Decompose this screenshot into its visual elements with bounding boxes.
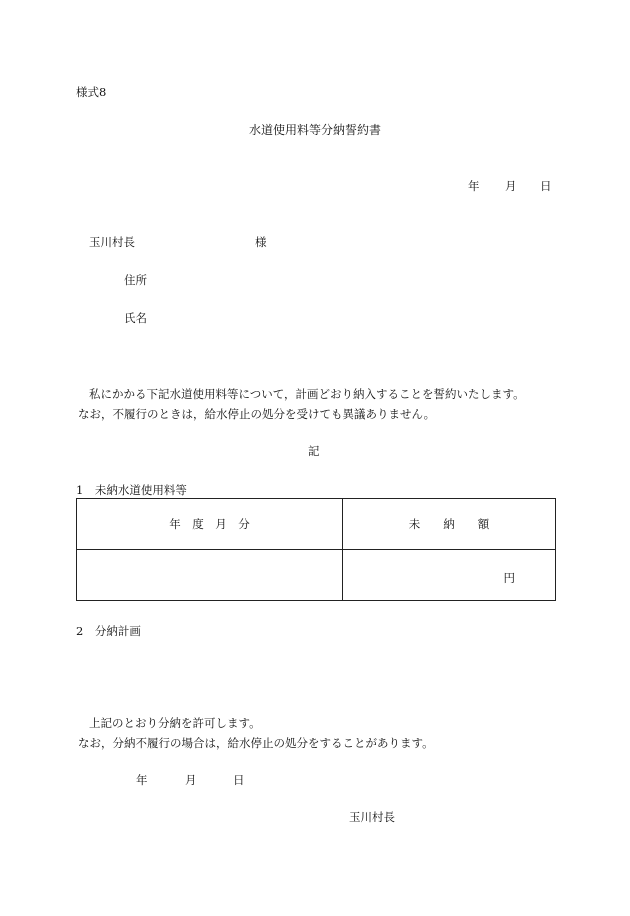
address-label: 住所 [124, 273, 147, 287]
addressee-honorific: 様 [255, 235, 267, 249]
yen-unit: 円 [503, 571, 515, 585]
date-top-day: 日 [540, 179, 552, 193]
addressee-name: 玉川村長 [89, 235, 135, 249]
header-amount: 未 納 額 [343, 499, 556, 550]
pledge-line: 私にかかる下記水道使用料等について，計画どおり納入することを誓約いたします。 [89, 387, 525, 401]
form-number: 様式8 [76, 85, 107, 99]
signer: 玉川村長 [349, 810, 395, 824]
date-bottom-day: 日 [233, 773, 245, 787]
pledge-line: なお，不履行のときは，給水停止の処分を受けても異議ありません。 [78, 407, 436, 421]
table-header-row [77, 499, 556, 550]
amount-cell [343, 550, 556, 601]
date-top-year: 年 [468, 179, 480, 193]
arrears-table [76, 498, 556, 601]
record-heading: 記 [308, 444, 320, 458]
approval-line: なお，分納不履行の場合は，給水停止の処分をすることがあります。 [78, 736, 434, 750]
section2-heading: 2 分納計画 [76, 624, 141, 638]
date-bottom-month: 月 [185, 773, 197, 787]
approval-line: 上記のとおり分納を許可します。 [89, 716, 261, 730]
section1-heading: 1 未納水道使用料等 [76, 483, 187, 497]
header-period: 年 度 月 分 [77, 499, 343, 550]
date-top-month: 月 [505, 179, 517, 193]
name-label: 氏名 [124, 311, 147, 325]
table-row [77, 550, 556, 601]
document-title: 水道使用料等分納誓約書 [249, 123, 382, 137]
date-bottom-year: 年 [136, 773, 148, 787]
period-cell [77, 550, 343, 601]
